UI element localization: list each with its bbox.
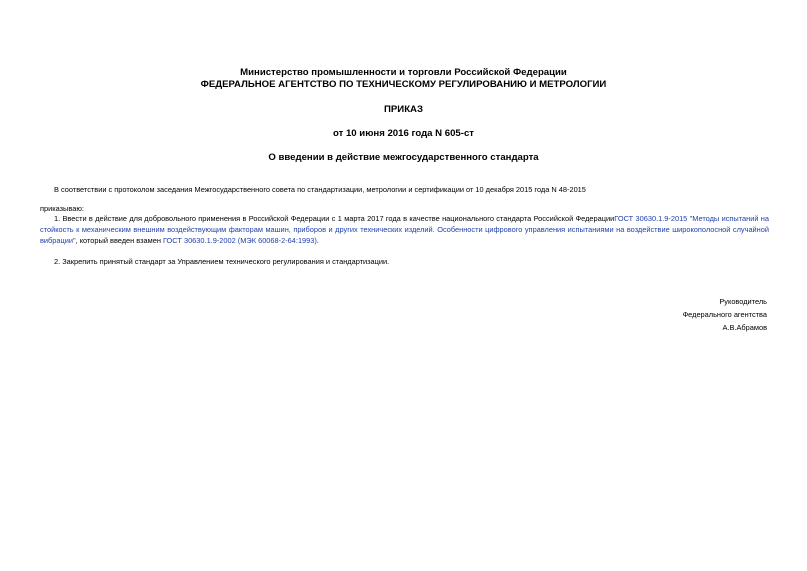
- signature-block: [683, 295, 767, 334]
- item-1-middle-text: , который введен взамен: [75, 236, 163, 245]
- item-1-paragraph: [40, 213, 769, 246]
- document-subject: О введении в действие межгосударственного стандарта: [268, 152, 539, 163]
- signature-agency: Федерального агентства: [682, 310, 767, 319]
- document-type: ПРИКАЗ: [384, 104, 423, 115]
- signature-position: Руководитель: [719, 297, 767, 306]
- ministry-title: Министерство промышленности и торговли Российской Федерации: [240, 67, 567, 78]
- item-1-end-text: .: [316, 236, 319, 245]
- signature-name: А.В.Абрамов: [722, 323, 767, 332]
- document-date-number: от 10 июня 2016 года N 605-ст: [332, 128, 474, 139]
- item-2-paragraph: 2. Закрепить принятый стандарт за Управлением технического регулирования и стандартизации.: [54, 257, 390, 266]
- gost-2015-link[interactable]: ГОСТ 30630.1.9-2015 "Методы испытаний на стойкость к механическим внешним воздействующим факторам машин, приборов и других технических изделий. Особенности цифрового управления испытаниями на воздействие широкополосной случайной вибрации": [40, 214, 769, 245]
- item-1-text: 1. Ввести в действие для добровольного применения в Российской Федерации с 1 марта 2017 года в качестве национального стандарта Российской Федерации: [54, 214, 615, 223]
- agency-title: ФЕДЕРАЛЬНОЕ АГЕНТСТВО ПО ТЕХНИЧЕСКОМУ РЕГУЛИРОВАНИЮ И МЕТРОЛОГИИ: [200, 79, 607, 90]
- preamble-paragraph: В соответствии с протоколом заседания Межгосударственного совета по стандартизации, метрологии и сертификации от 10 декабря 2015 года N 48-2015: [54, 185, 586, 194]
- gost-2002-link[interactable]: ГОСТ 30630.1.9-2002 (МЭК 60068-2-64:1993): [162, 236, 317, 245]
- order-word: приказываю:: [40, 204, 84, 213]
